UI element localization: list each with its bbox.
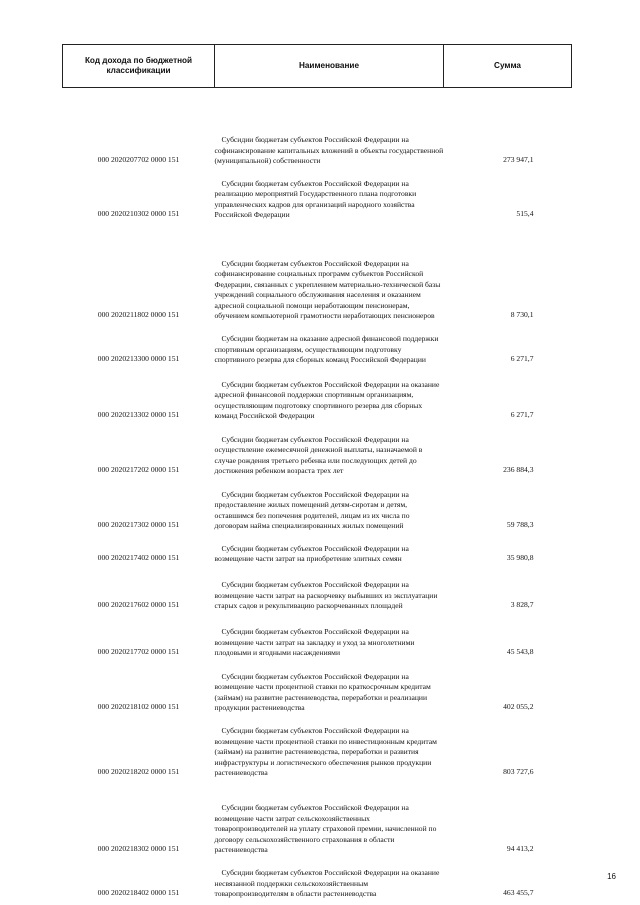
- row-code: 000 2020217302 0000 151: [97, 520, 180, 530]
- table-row: [63, 167, 572, 221]
- row-name-text: Субсидии бюджетам субъектов Российской Федерации на возмещение части затрат на раскорчевку выбывших из эксплуатации старых садов и рекультивацию раскорчеванных площадей: [214, 580, 438, 611]
- header-code: Код дохода по бюджетной классификации: [63, 45, 215, 88]
- row-name: [215, 422, 444, 477]
- row-name: [215, 167, 444, 221]
- row-name-text: Субсидии бюджетам субъектов Российской Федерации на возмещение части процентной ставки по краткосрочным кредитам (займам) на развитие растениеводства, переработки и реализации продукции растениеводства: [214, 671, 431, 713]
- row-sum: 515,4: [516, 209, 534, 219]
- row-sum: 45 543,8: [506, 647, 534, 657]
- row-name-text: Субсидии бюджетам субъектов Российской Федерации на возмещение части затрат сельскохозяйственных товаропроизводителей на уплату страховой премии, начисленной по договору сельскохозяйственного страхования в области растениеводства: [214, 803, 437, 855]
- table-header-row: [63, 45, 572, 88]
- table-row: [63, 322, 572, 366]
- row-sum: 236 884,3: [503, 465, 534, 475]
- row-name-text: Субсидии бюджетам субъектов Российской Федерации на реализацию мероприятий Государственного плана подготовки управленческих кадров для организаций народного хозяйства Российской Федерации: [214, 178, 417, 220]
- row-sum: 6 271,7: [510, 410, 534, 420]
- row-name: [215, 322, 444, 366]
- row-code: 000 2020207702 0000 151: [97, 155, 180, 165]
- row-name-text: Субсидии бюджетам на оказание адресной финансовой поддержки спортивным организациям, осуществляющим подготовку спортивного резерва для сборных команд Российской Федерации: [214, 334, 439, 365]
- row-name-text: Субсидии бюджетам субъектов Российской Федерации на возмещение части процентной ставки по инвестиционным кредитам (займам) на развитие растениеводства, переработки и развития инфраструктуры и логистического обеспечения рынков продукции растениеводства: [214, 726, 437, 778]
- row-name: [215, 856, 444, 900]
- row-sum: 463 455,7: [503, 888, 534, 898]
- table-row: [63, 612, 572, 659]
- row-name-text: Субсидии бюджетам субъектов Российской Федерации на оказание несвязанной поддержки сельскохозяйственным товаропроизводителям в области растениеводства: [214, 868, 440, 899]
- row-sum: 6 271,7: [510, 354, 534, 364]
- row-code: 000 2020218202 0000 151: [97, 767, 180, 777]
- row-sum: 8 730,1: [510, 310, 534, 320]
- row-name: [215, 779, 444, 856]
- row-code: 000 2020213300 0000 151: [97, 354, 180, 364]
- row-sum: 35 980,8: [506, 553, 534, 563]
- row-code: 000 2020218302 0000 151: [97, 844, 180, 854]
- header-name: Наименование: [215, 45, 444, 88]
- table-row: [63, 714, 572, 779]
- budget-income-table: [62, 44, 572, 900]
- table-row: [63, 779, 572, 856]
- row-name: [215, 366, 444, 422]
- row-name-text: Субсидии бюджетам субъектов Российской Федерации на возмещение части затрат на приобретение элитных семян: [214, 543, 409, 564]
- row-name: [215, 714, 444, 779]
- row-sum: 3 828,7: [510, 600, 534, 610]
- row-sum: 803 727,6: [503, 767, 534, 777]
- page-number: 16: [607, 872, 616, 881]
- row-name-text: Субсидии бюджетам субъектов Российской Федерации на софинансирование капитальных вложений в объекты государственной (муниципальной) собственности: [214, 135, 444, 166]
- row-sum: 273 947,1: [503, 155, 534, 165]
- row-name: [215, 565, 444, 612]
- row-name-text: Субсидии бюджетам субъектов Российской Федерации на осуществление ежемесячной денежной выплаты, назначаемой в случае рождения третьего ребенка или последующих детей до достижения ребенком возраста трех лет: [214, 434, 423, 476]
- row-code: 000 2020217602 0000 151: [97, 600, 180, 610]
- row-code: 000 2020210302 0000 151: [97, 209, 180, 219]
- row-name: [215, 477, 444, 532]
- table-row: [63, 532, 572, 565]
- row-name: [215, 532, 444, 565]
- table-row: [63, 477, 572, 532]
- header-sum: Сумма: [444, 45, 572, 88]
- table-row: [63, 422, 572, 477]
- row-name-text: Субсидии бюджетам субъектов Российской Федерации на возмещение части затрат на закладку и уход за многолетними плодовыми и ягодными насаждениями: [214, 627, 415, 658]
- row-code: 000 2020217702 0000 151: [97, 647, 180, 657]
- row-name: [215, 88, 444, 167]
- table-row: [63, 221, 572, 322]
- row-sum: 59 788,3: [506, 520, 534, 530]
- row-code: 000 2020218102 0000 151: [97, 702, 180, 712]
- row-sum: 402 055,2: [503, 702, 534, 712]
- row-name: [215, 612, 444, 659]
- row-name: [215, 221, 444, 322]
- table-row: [63, 366, 572, 422]
- row-name-text: Субсидии бюджетам субъектов Российской Федерации на предоставление жилых помещений детям-сиротам и детям, оставшимся без попечения родителей, лицам из их числа по договорам найма специализированных жилых помещений: [214, 489, 410, 531]
- row-code: 000 2020211802 0000 151: [97, 310, 180, 320]
- row-code: 000 2020218402 0000 151: [97, 888, 180, 898]
- row-name-text: Субсидии бюджетам субъектов Российской Федерации на софинансирование социальных программ субъектов Российской Федерации, связанных с укреплением материально-технической базы учреждений социального обслуживания населения и оказанием адресной социальной помощи неработающим пенсионерам, обучением компьютерной грамотности неработающих пенсионеров: [214, 259, 441, 321]
- row-code: 000 2020217402 0000 151: [97, 553, 180, 563]
- row-sum: 94 413,2: [506, 844, 534, 854]
- table-row: [63, 565, 572, 612]
- table-row: [63, 88, 572, 167]
- row-code: 000 2020217202 0000 151: [97, 465, 180, 475]
- table-row: [63, 659, 572, 714]
- table-row: [63, 856, 572, 900]
- row-name-text: Субсидии бюджетам субъектов Российской Федерации на оказание адресной финансовой поддержки спортивным организациям, осуществляющим подготовку спортивного резерва для сборных команд Российской Федерации: [214, 379, 440, 421]
- row-name: [215, 659, 444, 714]
- row-code: 000 2020213302 0000 151: [97, 410, 180, 420]
